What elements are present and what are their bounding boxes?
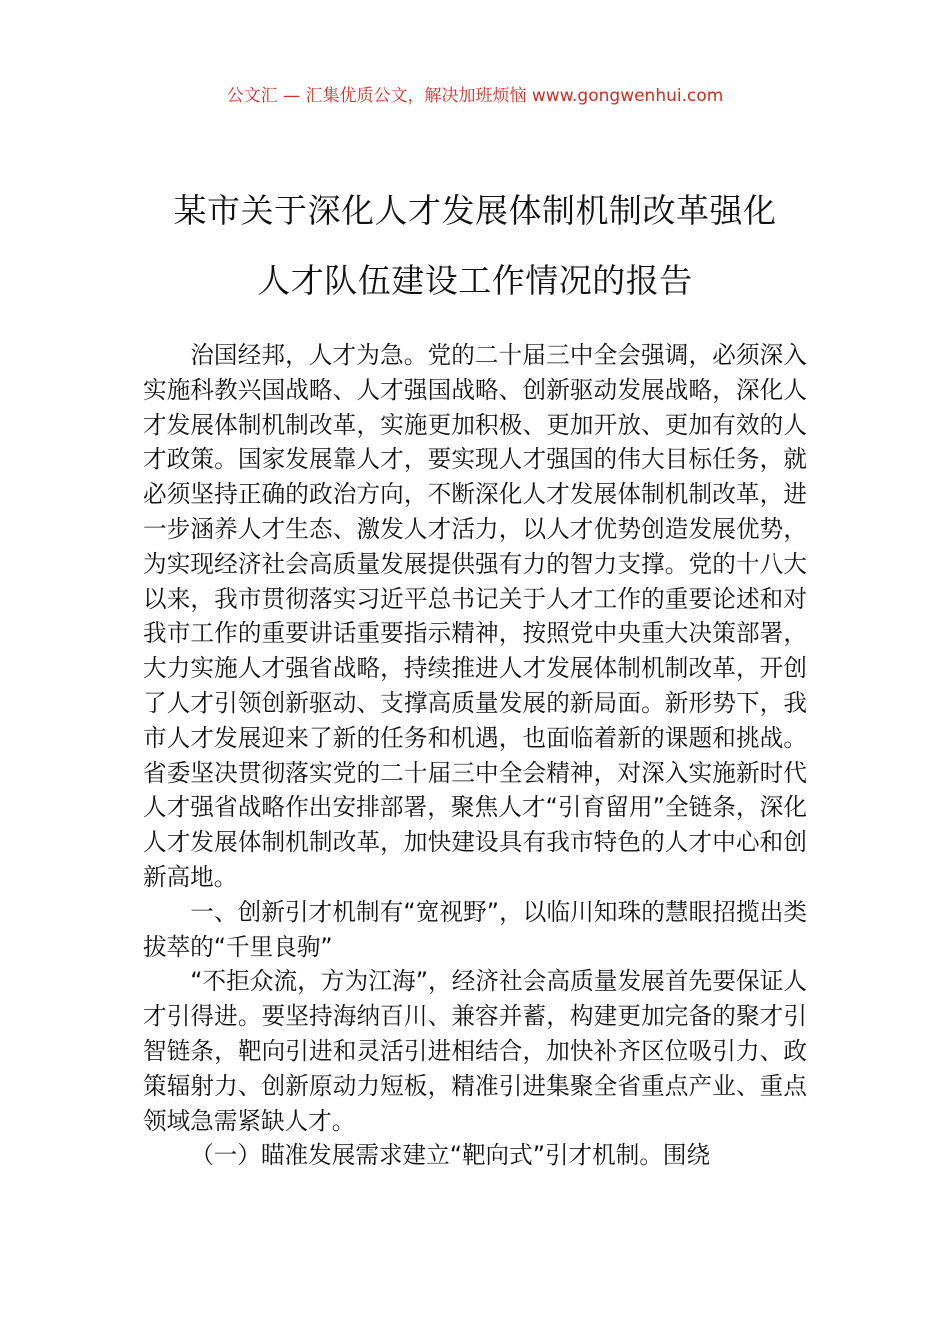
title-line-2: 人才队伍建设工作情况的报告 (257, 261, 693, 300)
section-heading-1: 一、创新引才机制有“宽视野”，以临川知珠的慧眼招揽出类拔萃的“千里良驹” (143, 897, 807, 961)
document-title (140, 176, 810, 316)
document-body (143, 338, 807, 1173)
paragraph-intro: 治国经邦，人才为急。党的二十届三中全会强调，必须深入实施科教兴国战略、人才强国战略、创新驱动发展战略，深化人才发展体制机制改革，实施更加积极、更加开放、更加有效的人才政策。国家发展靠人才，要实现人才强国的伟大目标任务，就必须坚持正确的政治方向，不断深化人才发展体制机制改革，进一步涵养人才生态、激发人才活力，以人才优势创造发展优势，为实现经济社会高质量发展提供强有力的智力支撑。党的十八大以来，我市贯彻落实习近平总书记关于人才工作的重要论述和对我市工作的重要讲话重要指示精神，按照党中央重大决策部署，大力实施人才强省战略，持续推进人才发展体制机制改革，开创了人才引领创新驱动、支撑高质量发展的新局面。新形势下，我市人才发展迎来了新的任务和机遇，也面临着新的课题和挑战。省委坚决贯彻落实党的二十届三中全会精神，对深入实施新时代人才强省战略作出安排部署，聚焦人才“引育留用”全链条，深化人才发展体制机制改革，加快建设具有我市特色的人才中心和创新高地。 (143, 341, 807, 891)
paragraph-section-1: “不拒众流，方为江海”，经济社会高质量发展首先要保证人才引得进。要坚持海纳百川、兼容并蓄，构建更加完备的聚才引智链条，靶向引进和灵活引进相结合，加快补齐区位吸引力、政策辐射力、创新原动力短板，精准引进集聚全省重点产业、重点领域急需紧缺人才。 (143, 967, 807, 1135)
header-banner: 公文汇 — 汇集优质公文，解决加班烦恼 www.gongwenhui.com (226, 86, 724, 106)
subsection-heading-1: （一）瞄准发展需求建立“靶向式”引才机制。围绕 (190, 1141, 711, 1170)
title-line-1: 某市关于深化人才发展体制机制改革强化 (173, 191, 777, 230)
